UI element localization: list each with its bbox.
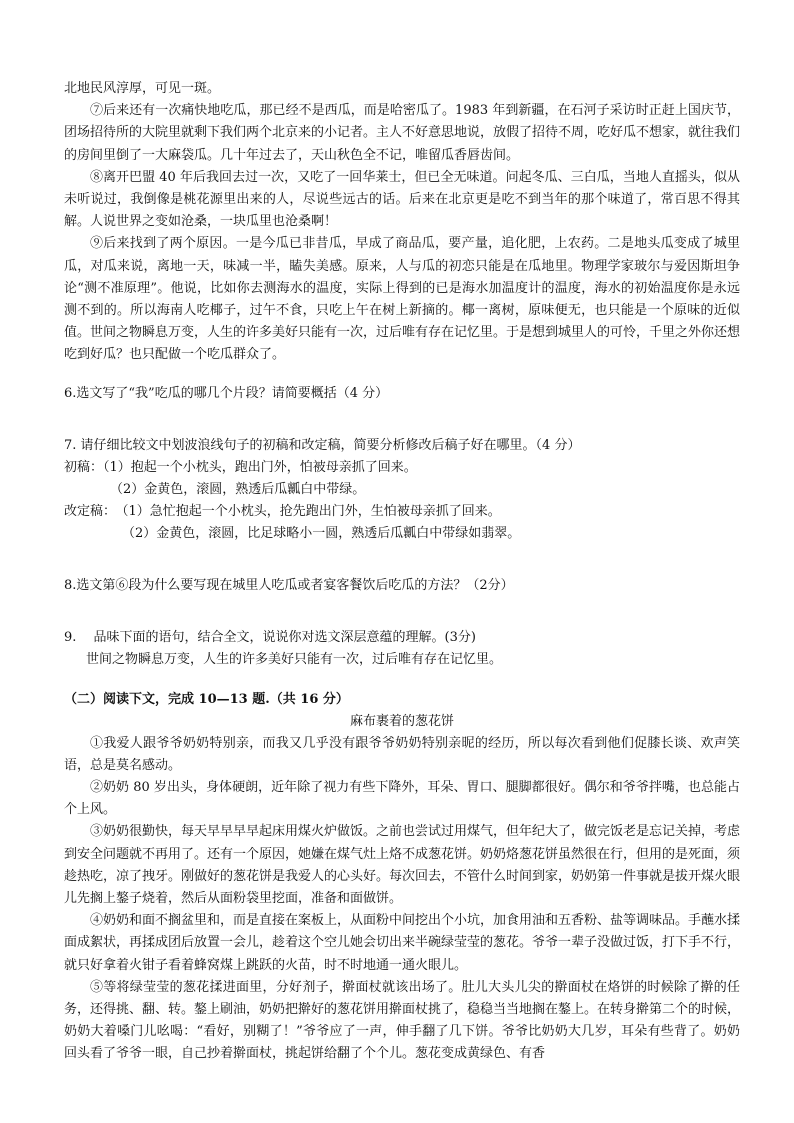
- paragraph-tail: 北地民风淳厚，可见一斑。: [64, 81, 221, 96]
- article-paragraph-1: ①我爱人跟爷爷奶奶特别亲，而我又几乎没有跟爷爷奶奶特别亲昵的经历，所以每次看到他们促膝长谈、欢声笑语，总是莫名感动。: [64, 735, 740, 773]
- article-title: 麻布裹着的葱花饼: [349, 713, 454, 729]
- draft-label: 初稿：: [64, 459, 104, 475]
- article-paragraph-2: ②奶奶 80 岁出头，身体硬朗，近年除了视力有些下降外，耳朵、胃口、腿脚都很好。偶尔和爷爷拌嘴，也总能占个上风。: [64, 780, 740, 818]
- draft-line-1: [64, 457, 740, 479]
- final-line-1: [64, 501, 740, 523]
- question-7-stem: 7. 请仔细比较文中划波浪线句子的初稿和改定稿，简要分析修改后稿子好在哪里。（4 分）: [64, 437, 581, 453]
- final-sentence-1: （1）急忙抱起一个小枕头，抢先跑出门外，生怕被母亲抓了回来。: [122, 503, 501, 519]
- final-sentence-2: （2）金黄色，滚圆，比足球略小一圆，熟透后瓜瓤白中带绿如翡翠。: [122, 525, 521, 541]
- question-6: 6.选文写了“我”吃瓜的哪几个片段？请简要概括（4 分）: [64, 385, 389, 401]
- question-8: 8.选文第⑥段为什么要写现在城里人吃瓜或者宴客餐饮后吃瓜的方法？（2分）: [64, 577, 514, 593]
- section-two: [64, 689, 740, 1066]
- question-9-quote: 世间之物瞬息万变，人生的许多美好只能有一次，过后唯有存在记忆里。: [86, 651, 503, 667]
- final-label: 改定稿：: [64, 503, 117, 519]
- exam-page: [64, 78, 740, 1066]
- question-9: [64, 627, 740, 671]
- paragraph-9: ⑨后来找到了两个原因。一是今瓜已非昔瓜，早成了商品瓜，要产量，追化肥，上农药。二是地头瓜变成了城里瓜，对瓜来说，离地一天，味减一半，瞌失美感。原来，人与瓜的初恋只能是在瓜地里。物理学家玻尔与爱因斯坦争论“测不准原理”。他说，比如你去测海水的温度，实际上得到的已是海水加温度计的温度，海水的初始温度你是永远测不到的。所以海南人吃椰子，过午不食，只吃上午在树上新摘的。椰一离树，原味便无，也只能是一个原味的近似值。世间之物瞬息万变，人生的许多美好只能有一次，过后唯有存在记忆里。于是想到城里人的可怜，千里之外你还想吃到好瓜？也只配做一个吃瓜群众了。: [64, 236, 741, 363]
- question-7: [64, 435, 740, 545]
- question-9-stem: 9. 品味下面的语句，结合全文，说说你对选文深层意蕴的理解。(3分): [64, 629, 476, 645]
- paragraph-7: ⑦后来还有一次痛快地吃瓜，那已经不是西瓜，而是哈密瓜了。1983 年到新疆，在石河子采访时正赶上国庆节，团场招待所的大院里就剩下我们两个北京来的小记者。主人不好意思地说，放假了招待不周，吃好瓜不想家，就往我们的房间里倒了一大麻袋瓜。几十年过去了，天山秋色全不记，唯留瓜香唇齿间。: [64, 103, 741, 163]
- draft-sentence-2: （2）金黄色，滚圆，熟透后瓜瓤白中带绿。: [110, 481, 366, 497]
- article-paragraph-3: ③奶奶很勤快，每天早早早早起床用煤火炉做饭。之前也尝试过用煤气，但年纪大了，做完饭老是忘记关掉，考虑到安全问题就不再用了。还有一个原因，她嫌在煤气灶上烙不成葱花饼。奶奶烙葱花饼虽然很在行，但用的是死面，须趁热吃，凉了拽牙。刚做好的葱花饼是我爱人的心头好。每次回去，不管什么时间到家，奶奶第一件事就是拔开煤火眼儿先搁上鏊子烧着，然后从面粉袋里挖面，准备和面做饼。: [64, 824, 741, 907]
- article-paragraph-4: ④奶奶和面不搁盆里和，而是直接在案板上，从面粉中间挖出个小坑，加食用油和五香粉、盐等调味品。手蘸水揉面成絮状，再揉成团后放置一会儿，趁着这个空儿她会切出来半碗绿莹莹的葱花。爷爷一辈子没做过饭，打下手不行，就只好拿着火钳子看着蜂窝煤上跳跃的火苗，时不时地通一通火眼儿。: [64, 913, 741, 973]
- section-two-heading: （二）阅读下文，完成 10—13 题.（共 16 分）: [64, 691, 349, 707]
- article-paragraph-5: ⑤等将绿莹莹的葱花揉进面里，分好剂子，擀面杖就该出场了。肚儿大头儿尖的擀面杖在烙饼的时候除了擀的任务，还得挑、翻、转。鏊上刷油，奶奶把擀好的葱花饼用擀面杖挑了，稳稳当当地搁在鏊上。在转身擀第二个的时候，奶奶大着嗓门儿吆喝：“看好，别糊了！”爷爷应了一声，伸手翻了几下饼。爷爷比奶奶大几岁，耳朵有些背了。奶奶回头看了爷爷一眼，自己抄着擀面杖，挑起饼给翻了个个儿。葱花变成黄绿色、有香: [64, 979, 741, 1062]
- paragraph-8: ⑧离开巴盟 40 年后我回去过一次，又吃了一回华莱士，但已全无味道。问起冬瓜、三白瓜，当地人直摇头，似从未听说过，我倒像是桃花源里出来的人，尽说些远古的话。后来在北京更是吃不到当年的那个味道了，常百思不得其解。人说世界之变如沧桑，一块瓜里也沧桑啊！: [64, 169, 740, 230]
- draft-sentence-1: （1）抱起一个小枕头，跑出门外，怕被母亲抓了回来。: [103, 459, 417, 475]
- passage-one: [64, 78, 740, 367]
